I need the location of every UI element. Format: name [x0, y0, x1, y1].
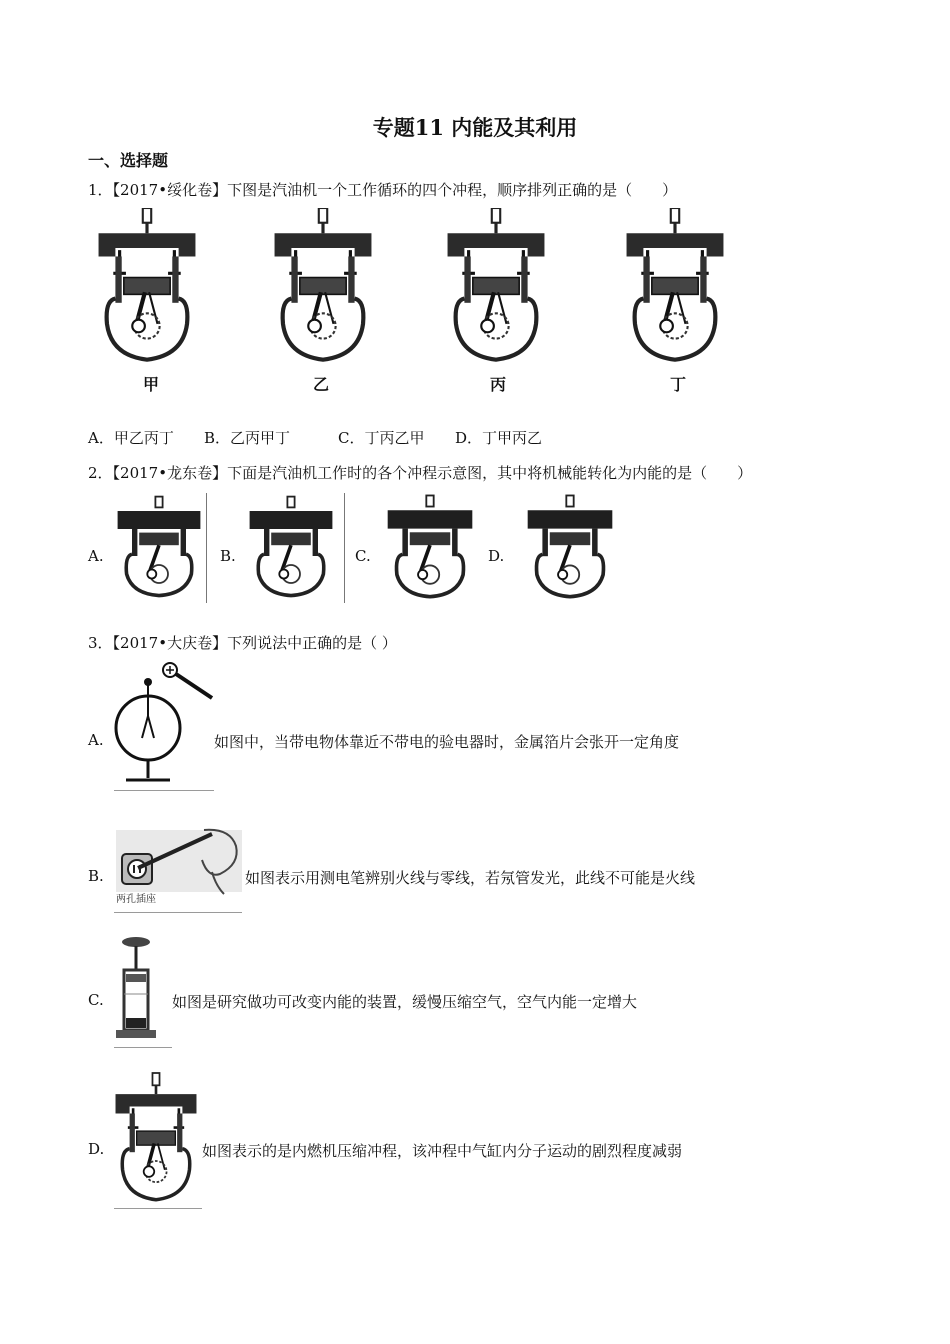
q3-option-b-label[interactable]: B. [88, 867, 104, 885]
q3-option-b-text[interactable]: 如图表示用测电笔辨别火线与零线，若氖管发光，此线不可能是火线 [245, 869, 696, 887]
page-title: 专题11 内能及其利用 [372, 115, 578, 140]
q1-figure-label-jia: 甲 [143, 375, 160, 394]
question-2-stem: 2．【2017•龙东卷】下面是汽油机工作时的各个冲程示意图，其中将机械能转化为内能的是（ ） [88, 464, 753, 482]
q2-figure-d [524, 493, 616, 601]
q3-figure-c-underline [114, 1047, 172, 1048]
q1-figure-jia [88, 208, 206, 366]
q3-option-c-text[interactable]: 如图是研究做功可改变内能的装置，缓慢压缩空气，空气内能一定增大 [172, 993, 638, 1011]
q1-option-a[interactable]: A．甲乙丙丁 [88, 429, 174, 447]
question-3-stem: 3．【2017•大庆卷】下列说法中正确的是（ ） [88, 634, 397, 652]
q1-figure-yi [268, 208, 378, 366]
q2-divider-1 [206, 493, 207, 603]
section-heading: 一、选择题 [88, 151, 169, 170]
q3-option-a-text[interactable]: 如图中，当带电物体靠近不带电的验电器时，金属箔片会张开一定角度 [214, 733, 680, 751]
q1-figure-bing [440, 208, 552, 366]
q3-figure-electroscope [112, 660, 216, 788]
q2-figure-b [246, 493, 336, 601]
q2-option-d[interactable]: D. [488, 547, 505, 565]
q1-figure-label-bing: 丙 [490, 375, 507, 394]
q3-figure-a-underline [114, 790, 214, 791]
q3-figure-air-compressor [112, 934, 172, 1046]
q1-option-d[interactable]: D．丁甲丙乙 [455, 429, 543, 447]
q2-figure-c [384, 493, 476, 601]
q2-option-c[interactable]: C. [355, 547, 371, 565]
q2-figure-a [114, 493, 204, 601]
q1-figure-label-ding: 丁 [670, 375, 687, 394]
q1-figure-label-yi: 乙 [313, 375, 330, 394]
q1-option-b[interactable]: B．乙丙甲丁 [204, 429, 291, 447]
q3-option-d-label[interactable]: D. [88, 1140, 105, 1158]
q3-figure-d-underline [114, 1208, 202, 1209]
q3-option-d-text[interactable]: 如图表示的是内燃机压缩冲程，该冲程中气缸内分子运动的剧烈程度减弱 [202, 1142, 683, 1160]
q3-figure-b-caption: 两孔插座 [116, 894, 156, 905]
q1-figure-ding [620, 208, 730, 366]
q3-figure-engine [112, 1072, 200, 1206]
q2-divider-2 [344, 493, 345, 603]
q3-figure-b-underline [114, 912, 242, 913]
q3-option-a-label[interactable]: A. [88, 731, 104, 749]
q2-option-a[interactable]: A. [88, 547, 104, 565]
question-1-stem: 1．【2017•绥化卷】下图是汽油机一个工作循环的四个冲程，顺序排列正确的是（ ） [88, 181, 678, 199]
q1-option-c[interactable]: C．丁丙乙甲 [338, 429, 425, 447]
q3-option-c-label[interactable]: C. [88, 991, 104, 1009]
q2-option-b[interactable]: B. [220, 547, 236, 565]
